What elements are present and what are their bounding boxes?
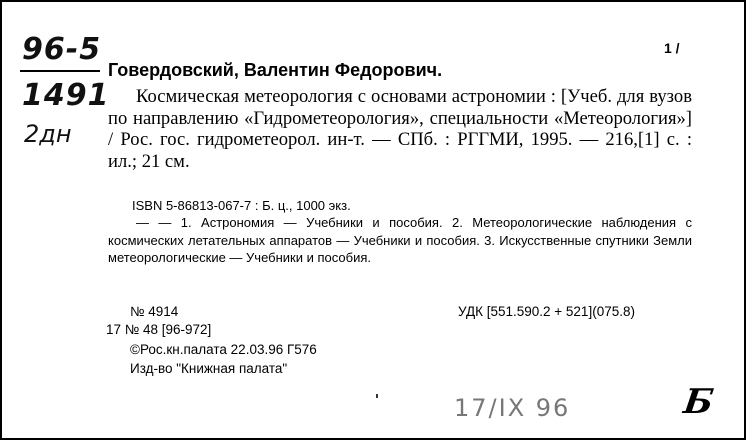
udc-classification: УДК [551.590.2 + 521](075.8) — [458, 304, 635, 319]
record-number: № 4914 — [130, 304, 179, 319]
card-number: 17 № 48 [96-972] — [106, 322, 212, 337]
call-number-shelf: 96-5 — [22, 32, 102, 67]
call-number-underline — [20, 70, 100, 72]
top-right-mark: 1 / — [664, 40, 680, 56]
publisher-line: Изд-во "Книжная палата" — [130, 361, 288, 376]
corner-handwritten-mark: Б — [681, 382, 716, 422]
book-chamber-line: ©Рос.кн.палата 22.03.96 Г576 — [130, 342, 317, 357]
isbn-line: ISBN 5-86813-067-7 : Б. ц., 1000 экз. — [132, 198, 351, 213]
bibliographic-description: Космическая метеорология с основами астрономии : [Учеб. для вузов по направлению «Гидрометеорология», специальности «Метеорология»] / Рос. гос. гидрометеорол. ин-т. — СПб. : РГГМИ, 1995. — 216,[1] с. : ил.; 21 см. — [108, 86, 692, 172]
subject-headings: — — 1. Астрономия — Учебники и пособия. 2. Метеорологические наблюдения с космических летательных аппаратов — Учебники и пособия. 3. Искусственные спутники Земли метеорологические — Учебники и пособия. — [108, 215, 692, 265]
call-number-id: 1491 — [22, 78, 110, 113]
copy-note: 2дн — [24, 120, 72, 148]
author-heading: Говердовский, Валентин Федорович. — [108, 60, 443, 80]
ink-dot — [376, 394, 378, 398]
handwritten-date: 17/IX 96 — [454, 394, 571, 422]
